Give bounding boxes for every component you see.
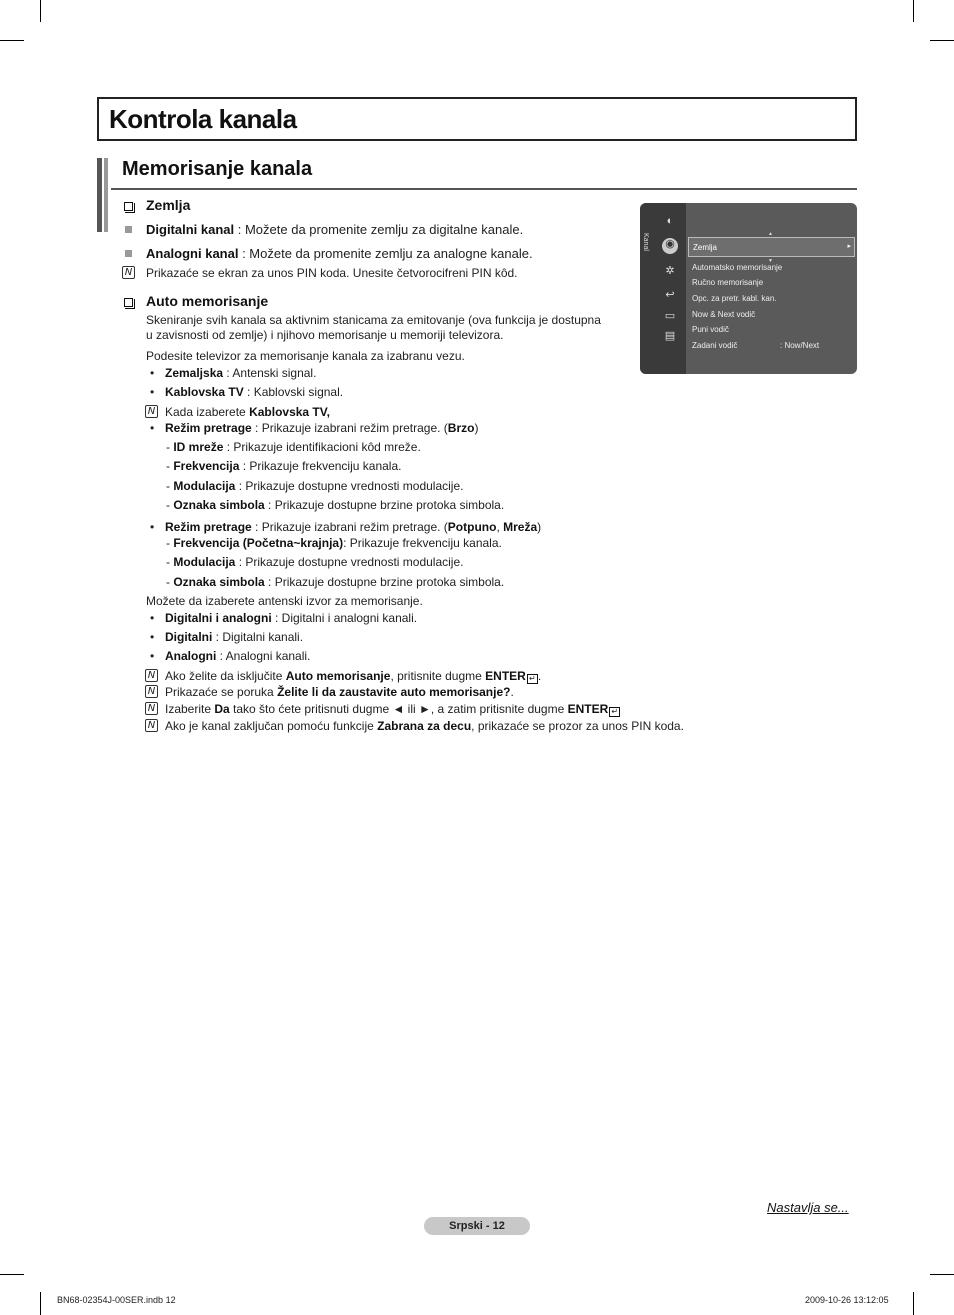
setup-gear-icon: ✲ <box>665 265 675 277</box>
auto-desc-line1: Skeniranje svih kanala sa aktivnim stanicama za emitovanje (ova funkcija je dostupna <box>146 313 601 327</box>
tv-menu-item: Ručno memorisanje <box>692 278 764 287</box>
tv-menu-item: Now & Next vodič <box>692 310 756 319</box>
note-icon: N <box>145 702 158 715</box>
detail-symbol-rate: - Oznaka simbola : Prikazuje dostupne brzine protoka simbola. <box>166 498 505 512</box>
zemlja-item-digital: Digitalni kanal : Možete da promenite zemlju za digitalne kanale. <box>146 222 524 237</box>
note-icon: N <box>145 719 158 732</box>
search-mode-full: Režim pretrage : Prikazuje izabrani režim pretrage. (Potpuno, Mreža) <box>165 520 542 534</box>
tv-menu-side-label: Kanal <box>642 233 649 251</box>
note-select-yes: Izaberite Da tako što ćete pritisnuti dugme ◄ ili ►, a zatim pritisnite dugme ENTER ↵ <box>165 702 620 717</box>
bullet-dot: • <box>150 611 155 625</box>
source-digital-analog: Digitalni i analogni : Digitalni i analogni kanali. <box>165 611 418 625</box>
auto-desc-line2: u zavisnosti od zemlje) i njihovo memorisanje u memoriji televizora. <box>146 328 504 342</box>
detail-modulation: - Modulacija : Prikazuje dostupne vrednosti modulacije. <box>166 479 464 493</box>
note-icon: N <box>122 266 135 279</box>
note-stop-message: Prikazaće se poruka Želite li da zaustavite auto memorisanje?. <box>165 685 514 699</box>
crop-mark <box>40 0 41 22</box>
crop-mark <box>913 0 914 22</box>
detail-frequency-range: - Frekvencija (Početna~krajnja): Prikazuje frekvenciju kanala. <box>166 536 502 550</box>
source-analog: Analogni : Analogni kanali. <box>165 649 311 663</box>
chapter-title: Kontrola kanala <box>109 104 297 134</box>
section-title: Memorisanje kanala <box>122 158 313 180</box>
crop-mark <box>930 40 954 41</box>
bullet-dot: • <box>150 421 155 435</box>
up-arrow-icon: ▲ <box>768 231 773 237</box>
signal-kablovska: Kablovska TV : Kablovski signal. <box>165 385 344 399</box>
application-icon: ▭ <box>664 310 676 322</box>
note-icon: N <box>145 685 158 698</box>
source-digital: Digitalni : Digitalni kanali. <box>165 630 304 644</box>
tv-menu-sidebar <box>640 203 686 374</box>
zemlja-note: Prikazaće se ekran za unos PIN koda. Unesite četvorocifreni PIN kôd. <box>146 266 518 280</box>
detail-modulation-2: - Modulacija : Prikazuje dostupne vrednosti modulacije. <box>166 555 464 569</box>
bullet-dot: • <box>150 366 155 380</box>
square-bullet-icon <box>125 250 132 257</box>
input-icon: ↩ <box>665 289 675 301</box>
note-icon: N <box>145 669 158 682</box>
note-kablovska: Kada izaberete Kablovska TV, <box>165 405 330 419</box>
section-divider <box>111 188 857 190</box>
tv-menu-screenshot <box>640 203 857 374</box>
detail-symbol-rate-2: - Oznaka simbola : Prikazuje dostupne brzine protoka simbola. <box>166 575 505 589</box>
crop-mark <box>40 1292 41 1315</box>
continued-link: Nastavlja se... <box>767 1200 849 1215</box>
down-arrow-icon: ▼ <box>768 258 773 264</box>
bullet-dot: • <box>150 385 155 399</box>
page-number: Srpski - 12 <box>424 1217 530 1235</box>
detail-frequency: - Frekvencija : Prikazuje frekvenciju kanala. <box>166 459 402 473</box>
tv-menu-item: Zadani vodič <box>692 341 738 350</box>
footer-timestamp: 2009-10-26 13:12:05 <box>805 1295 889 1305</box>
checkbox-square-icon <box>124 202 133 211</box>
tv-menu-item: Opc. za pretr. kabl. kan. <box>692 294 777 303</box>
zemlja-item-analog: Analogni kanal : Možete da promenite zemlju za analogne kanale. <box>146 246 533 261</box>
note-child-lock: Ako je kanal zaključan pomoću funkcije Zabrana za decu, prikazaće se prozor za unos PIN koda. <box>165 719 684 733</box>
crop-mark <box>930 1274 954 1275</box>
auto-desc-line3: Podesite televizor za memorisanje kanala za izabranu vezu. <box>146 349 465 363</box>
bullet-dot: • <box>150 630 155 644</box>
checkbox-square-icon <box>124 298 133 307</box>
enter-icon: ↵ <box>527 674 538 684</box>
tv-menu-selected-item: Zemlja ▸ <box>688 237 855 257</box>
detail-network-id: - ID mreže : Prikazuje identifikacioni kôd mreže. <box>166 440 421 454</box>
note-stop-auto: Ako želite da isključite Auto memorisanje, pritisnite dugme ENTER ↵ . <box>165 669 542 683</box>
crop-mark <box>0 40 24 41</box>
tv-menu-item: Automatsko memorisanje <box>692 263 783 272</box>
enter-icon: ↵ <box>609 707 620 717</box>
support-icon: ▤ <box>664 330 676 342</box>
tv-menu-item: Puni vodič <box>692 325 729 334</box>
crop-mark <box>913 1292 914 1315</box>
bullet-dot: • <box>150 520 155 534</box>
section-marker <box>97 158 111 232</box>
tv-menu-item-value: : Now/Next <box>780 341 820 350</box>
note-icon: N <box>145 405 158 418</box>
bullet-dot: • <box>150 649 155 663</box>
channel-icon: ◉ <box>662 238 678 254</box>
zemlja-heading: Zemlja <box>146 197 191 213</box>
footer-file-info: BN68-02354J-00SER.indb 12 <box>57 1295 176 1305</box>
signal-zemaljska: Zemaljska : Antenski signal. <box>165 366 317 380</box>
square-bullet-icon <box>125 226 132 233</box>
chapter-header <box>97 97 857 141</box>
antenna-source-text: Možete da izaberete antenski izvor za memorisanje. <box>146 594 423 608</box>
crop-mark <box>0 1274 24 1275</box>
picture-icon: ◐ <box>666 215 674 227</box>
search-mode-quick: Režim pretrage : Prikazuje izabrani režim pretrage. (Brzo) <box>165 421 479 435</box>
auto-heading: Auto memorisanje <box>146 293 269 309</box>
